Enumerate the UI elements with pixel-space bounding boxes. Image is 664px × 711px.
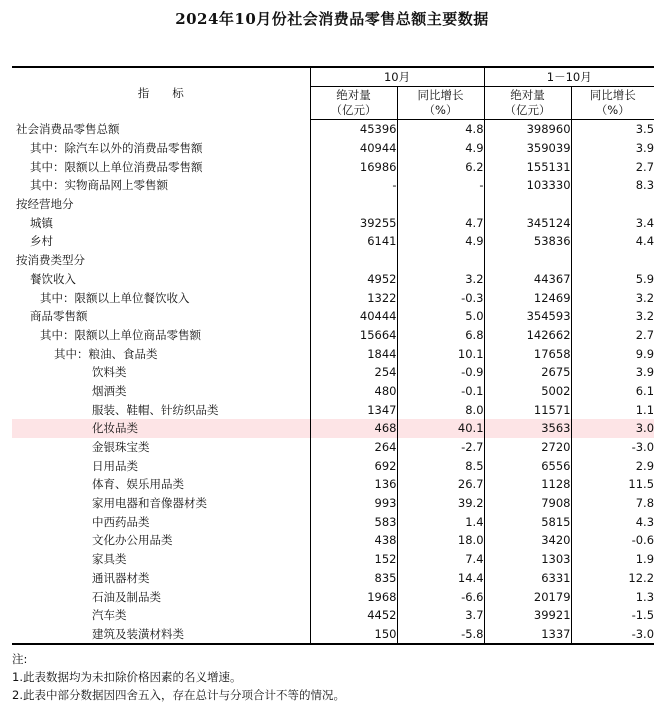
footnotes (12, 650, 345, 704)
abs-label: 绝对量 (336, 88, 371, 102)
row-label: 按消费类型分 (16, 253, 85, 268)
ytd-yoy-cell: 1.1 (571, 400, 654, 419)
ytd-yoy-cell: -1.5 (571, 606, 654, 625)
october-yoy-cell: 26.7 (397, 475, 484, 494)
table-row (12, 195, 654, 214)
ytd-yoy-cell: 6.1 (571, 382, 654, 401)
table-row (12, 512, 654, 531)
october-abs-cell: 4452 (310, 606, 397, 625)
ytd-abs-cell: 354593 (484, 307, 571, 326)
ytd-yoy-cell: 5.9 (571, 270, 654, 289)
ytd-yoy-cell: 3.9 (571, 363, 654, 382)
row-label: 其中：限额以上单位商品零售额 (40, 327, 201, 342)
ytd-abs-cell: 1337 (484, 625, 571, 645)
ytd-abs-cell: 2720 (484, 438, 571, 457)
yoy-label: 同比增长 (417, 88, 464, 102)
row-label: 饮料类 (92, 365, 127, 380)
note-item: 1.此表数据均为未扣除价格因素的名义增速。 (12, 670, 242, 684)
ytd-abs-cell: 155131 (484, 157, 571, 176)
october-yoy-cell: 4.8 (397, 120, 484, 139)
ytd-abs-cell: 17658 (484, 344, 571, 363)
october-abs-header (310, 87, 397, 120)
october-yoy-cell: 3.2 (397, 270, 484, 289)
october-yoy-cell: 8.0 (397, 400, 484, 419)
table-row (12, 139, 654, 158)
ytd-abs-cell: 142662 (484, 326, 571, 345)
october-abs-cell: 583 (310, 512, 397, 531)
october-abs-cell: 468 (310, 419, 397, 438)
table-row (12, 326, 654, 345)
october-abs-cell: 40444 (310, 307, 397, 326)
october-abs-cell: 1347 (310, 400, 397, 419)
ytd-yoy-cell: -0.6 (571, 531, 654, 550)
row-label: 建筑及装潢材料类 (12, 625, 310, 645)
table-row (12, 456, 654, 475)
ytd-yoy-cell: 7.8 (571, 494, 654, 513)
row-label: 社会消费品零售总额 (16, 122, 120, 137)
row-label: 日用品类 (92, 458, 138, 473)
indicator-header: 指 标 (12, 67, 310, 120)
row-label: 其中：除汽车以外的消费品零售额 (30, 141, 203, 156)
ytd-abs-cell: 359039 (484, 139, 571, 158)
ytd-yoy-cell: 12.2 (571, 569, 654, 588)
ytd-abs-cell: 3563 (484, 419, 571, 438)
row-label: 乡村 (30, 234, 53, 249)
october-yoy-cell: 4.9 (397, 232, 484, 251)
abs-unit: （亿元） (504, 103, 551, 117)
october-yoy-cell: -0.1 (397, 382, 484, 401)
row-label: 中西药品类 (92, 514, 150, 529)
october-yoy-cell: -6.6 (397, 587, 484, 606)
ytd-yoy-cell: 3.9 (571, 139, 654, 158)
row-label: 体育、娱乐用品类 (92, 477, 184, 492)
october-abs-cell: 16986 (310, 157, 397, 176)
october-abs-cell: 264 (310, 438, 397, 457)
october-header: 10月 (310, 67, 484, 87)
october-abs-cell: 254 (310, 363, 397, 382)
ytd-yoy-header (571, 87, 654, 120)
october-yoy-cell: 8.5 (397, 456, 484, 475)
october-yoy-cell: 7.4 (397, 550, 484, 569)
ytd-abs-cell: 53836 (484, 232, 571, 251)
ytd-abs-cell (484, 251, 571, 270)
ytd-abs-cell: 6331 (484, 569, 571, 588)
ytd-abs-cell: 3420 (484, 531, 571, 550)
october-yoy-cell: 14.4 (397, 569, 484, 588)
october-abs-cell: 152 (310, 550, 397, 569)
table-row (12, 587, 654, 606)
ytd-abs-cell: 20179 (484, 587, 571, 606)
ytd-yoy-cell (571, 195, 654, 214)
october-yoy-cell: -0.3 (397, 288, 484, 307)
october-abs-cell: 835 (310, 569, 397, 588)
ytd-yoy-cell: 3.0 (571, 419, 654, 438)
row-label: 服装、鞋帽、针纺织品类 (92, 402, 219, 417)
row-label: 其中：粮油、食品类 (54, 346, 158, 361)
table-row (12, 251, 654, 270)
table-row (12, 270, 654, 289)
october-abs-cell: 45396 (310, 120, 397, 139)
october-abs-cell (310, 251, 397, 270)
ytd-abs-cell: 44367 (484, 270, 571, 289)
table-row (12, 475, 654, 494)
table-row (12, 363, 654, 382)
table-row (12, 438, 654, 457)
ytd-yoy-cell: 11.5 (571, 475, 654, 494)
october-yoy-cell: 6.8 (397, 326, 484, 345)
yoy-unit: （%） (423, 103, 458, 117)
ytd-abs-cell: 5815 (484, 512, 571, 531)
october-yoy-cell: 1.4 (397, 512, 484, 531)
ytd-abs-cell: 103330 (484, 176, 571, 195)
october-abs-cell: 438 (310, 531, 397, 550)
table-row (12, 606, 654, 625)
ytd-abs-cell: 7908 (484, 494, 571, 513)
october-yoy-cell: 10.1 (397, 344, 484, 363)
ytd-yoy-cell: 3.2 (571, 288, 654, 307)
table-body (12, 120, 654, 645)
retail-sales-table (12, 66, 654, 645)
row-label: 其中：实物商品网上零售额 (30, 178, 168, 193)
october-abs-cell: 1322 (310, 288, 397, 307)
table-row (12, 288, 654, 307)
ytd-yoy-cell: 4.3 (571, 512, 654, 531)
october-abs-cell: 6141 (310, 232, 397, 251)
october-yoy-cell: 40.1 (397, 419, 484, 438)
october-yoy-cell: -5.8 (397, 625, 484, 645)
table-row (12, 494, 654, 513)
october-yoy-cell (397, 251, 484, 270)
row-label: 家具类 (92, 552, 127, 567)
october-abs-cell: 136 (310, 475, 397, 494)
table-row (12, 550, 654, 569)
ytd-abs-cell: 398960 (484, 120, 571, 139)
table-row (12, 419, 654, 438)
row-label: 烟酒类 (92, 383, 127, 398)
yoy-label: 同比增长 (589, 88, 636, 102)
ytd-yoy-cell: 2.7 (571, 326, 654, 345)
ytd-abs-cell: 345124 (484, 213, 571, 232)
row-label: 城镇 (30, 215, 53, 230)
october-abs-cell (310, 195, 397, 214)
ytd-header: 1－10月 (484, 67, 654, 87)
ytd-abs-cell: 1303 (484, 550, 571, 569)
row-label: 通讯器材类 (92, 570, 150, 585)
october-yoy-cell (397, 195, 484, 214)
ytd-yoy-cell: 4.4 (571, 232, 654, 251)
note-item: 2.此表中部分数据因四舍五入，存在总计与分项合计不等的情况。 (12, 688, 345, 702)
ytd-yoy-cell: 2.9 (571, 456, 654, 475)
october-abs-cell: 150 (310, 625, 397, 645)
october-yoy-cell: 4.9 (397, 139, 484, 158)
ytd-abs-cell: 6556 (484, 456, 571, 475)
row-label: 汽车类 (92, 608, 127, 623)
ytd-abs-cell: 2675 (484, 363, 571, 382)
ytd-yoy-cell (571, 251, 654, 270)
ytd-abs-cell: 1128 (484, 475, 571, 494)
october-yoy-cell: 5.0 (397, 307, 484, 326)
abs-unit: （亿元） (330, 103, 377, 117)
ytd-yoy-cell: 3.5 (571, 120, 654, 139)
table-row (12, 344, 654, 363)
abs-label: 绝对量 (510, 88, 545, 102)
table-row (12, 569, 654, 588)
october-yoy-cell: - (397, 176, 484, 195)
october-yoy-cell: 18.0 (397, 531, 484, 550)
row-label: 其中：限额以上单位消费品零售额 (30, 159, 203, 174)
notes-heading: 注: (12, 652, 28, 666)
ytd-abs-cell (484, 195, 571, 214)
row-label: 文化办公用品类 (92, 533, 173, 548)
ytd-yoy-cell: 9.9 (571, 344, 654, 363)
row-label: 商品零售额 (30, 309, 88, 324)
row-label: 化妆品类 (12, 419, 310, 438)
table-row (12, 213, 654, 232)
table-row (12, 382, 654, 401)
october-abs-cell: 692 (310, 456, 397, 475)
ytd-yoy-cell: 1.9 (571, 550, 654, 569)
row-label: 按经营地分 (16, 197, 74, 212)
october-abs-cell: 993 (310, 494, 397, 513)
october-abs-cell: 480 (310, 382, 397, 401)
october-abs-cell: - (310, 176, 397, 195)
row-label: 石油及制品类 (92, 589, 161, 604)
table-row (12, 400, 654, 419)
ytd-abs-cell: 11571 (484, 400, 571, 419)
october-yoy-header (397, 87, 484, 120)
table-row (12, 120, 654, 139)
ytd-abs-cell: 5002 (484, 382, 571, 401)
october-abs-cell: 1968 (310, 587, 397, 606)
october-abs-cell: 1844 (310, 344, 397, 363)
ytd-yoy-cell: 1.3 (571, 587, 654, 606)
october-yoy-cell: 4.7 (397, 213, 484, 232)
october-abs-cell: 40944 (310, 139, 397, 158)
ytd-yoy-cell: -3.0 (571, 625, 654, 645)
ytd-yoy-cell: 3.4 (571, 213, 654, 232)
october-abs-cell: 4952 (310, 270, 397, 289)
ytd-abs-header (484, 87, 571, 120)
ytd-yoy-cell: -3.0 (571, 438, 654, 457)
table-row (12, 157, 654, 176)
ytd-abs-cell: 39921 (484, 606, 571, 625)
ytd-abs-cell: 12469 (484, 288, 571, 307)
table-row (12, 625, 654, 645)
ytd-yoy-cell: 3.2 (571, 307, 654, 326)
page-title: 2024年10月份社会消费品零售总额主要数据 (175, 10, 489, 28)
october-yoy-cell: -0.9 (397, 363, 484, 382)
table-row (12, 176, 654, 195)
ytd-yoy-cell: 2.7 (571, 157, 654, 176)
table-row (12, 531, 654, 550)
row-label: 其中：限额以上单位餐饮收入 (40, 290, 190, 305)
table-row (12, 232, 654, 251)
october-yoy-cell: -2.7 (397, 438, 484, 457)
october-abs-cell: 39255 (310, 213, 397, 232)
october-yoy-cell: 39.2 (397, 494, 484, 513)
october-abs-cell: 15664 (310, 326, 397, 345)
table-row (12, 307, 654, 326)
october-yoy-cell: 3.7 (397, 606, 484, 625)
row-label: 餐饮收入 (30, 271, 76, 286)
row-label: 金银珠宝类 (92, 440, 150, 455)
yoy-unit: （%） (595, 103, 630, 117)
row-label: 家用电器和音像器材类 (92, 496, 207, 511)
october-yoy-cell: 6.2 (397, 157, 484, 176)
ytd-yoy-cell: 8.3 (571, 176, 654, 195)
